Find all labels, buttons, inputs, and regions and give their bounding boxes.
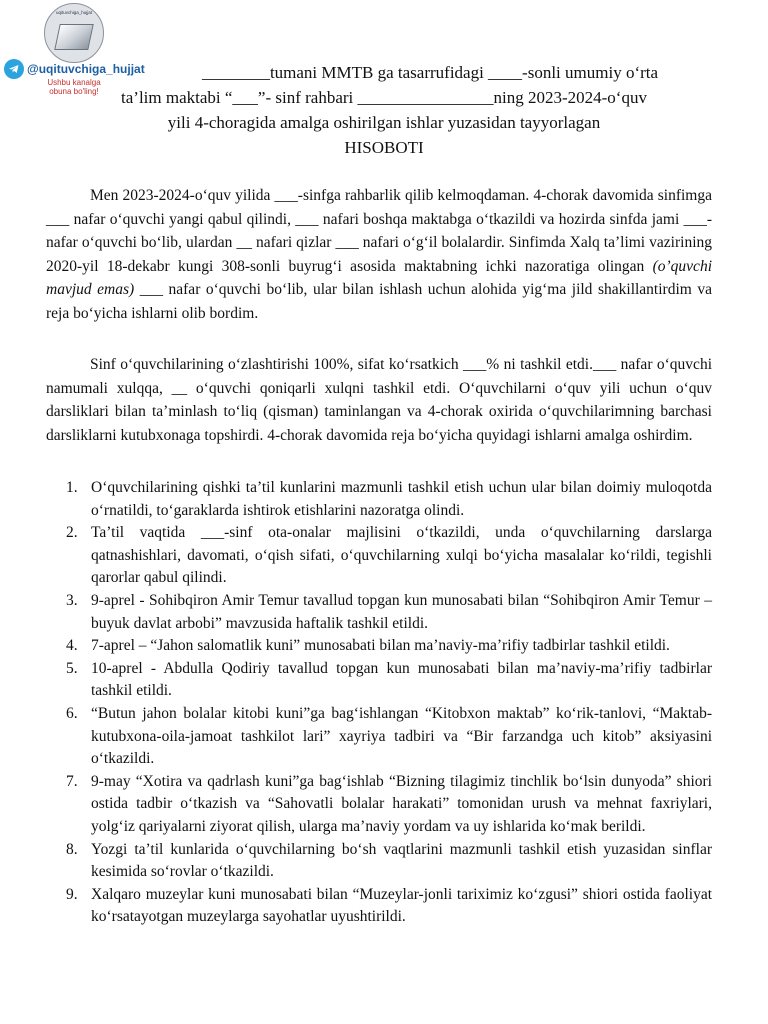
paragraph-intro [46, 184, 712, 325]
list-number: 1. [66, 479, 78, 496]
title-line-1: ________tumani MMTB ga tasarrufidagi ____-sonli umumiy o‘rta [201, 63, 659, 82]
paragraph-performance: Sinf o‘quvchilarining o‘zlashtirishi 100%, sifat ko‘rsatkich ___% ni tashkil etdi.___ nafar o‘quvchi namumali xulqqa, __ o‘quvchi qoniqarli xulqni tashkil etdi. O‘quvchilarni o‘quv yili uchun o‘quv darsliklari bilan ta’minlash to‘liq (qisman) taminlangan va 4-chorak oxirida o‘quvchilarimning barchasi darsliklarni kutubxonaga topshirdi. 4-chorak davomida reja bo‘yicha quyidagi ishlarni amalga oshirdim. [46, 356, 712, 444]
list-item [46, 477, 712, 522]
document-title [48, 60, 720, 160]
paragraph-intro-italic: (o’quvchi mavjud emas) [46, 257, 712, 298]
list-text: Yozgi ta’til kunlarida o‘quvchilarning bo‘sh vaqtlarini mazmunli tashkil etish yuzasidan sinflar kesimida so‘rovlar o‘tkazildi. [91, 840, 712, 881]
list-item [46, 590, 712, 635]
list-item [46, 658, 712, 703]
subscribe-text: Ushbu kanalga obuna bo'ling! [47, 78, 101, 96]
report-heading: HISOBOTI [344, 138, 424, 157]
telegram-icon [4, 59, 24, 79]
list-item [46, 839, 712, 884]
paragraph-intro-text: Men 2023-2024-o‘quv yilida ___-sinfga rahbarlik qilib kelmoqdaman. 4-chorak davomida sinfimga ___ nafar o‘quvchi yangi qabul qilindi, ___ nafari boshqa maktabga o‘tkazildi va hozirda sinfda jami ___-nafar o‘quvchi bo‘lib, ulardan __ nafari qizlar ___ nafari o‘g‘il bolalardir. Sinfimda Xalq ta’limi vazirining 2020-yil 18-dekabr kungi 308-sonli buyrug‘i asosida maktabning ichki nazoratiga olingan [46, 187, 712, 275]
list-number: 6. [66, 704, 78, 722]
list-text: Xalqaro muzeylar kuni munosabati bilan “Muzeylar-jonli tariximiz ko‘zgusi” shiori ostida faoliyat ko‘rsatayotgan muzeylarga sayohatlar uyushtirildi. [91, 885, 712, 926]
list-number: 7. [66, 772, 78, 790]
list-text: Ta’til vaqtida ___-sinf ota-onalar majlisini o‘tkazildi, unda o‘quvchilarning darslarga qatnashishlari, davomati, o‘qish sifati, o‘quvchilarning xulqi bo‘yicha masalalar ko‘rildi, tegishli qarorlar qabul qilindi. [91, 524, 712, 587]
list-number: 2. [66, 524, 78, 542]
list-text: 7-aprel – “Jahon salomatlik kuni” munosabati bilan ma’naviy-ma’rifiy tadbirlar tashkil etildi. [91, 637, 670, 655]
list-text: O‘quvchilarining qishki ta’til kunlarini mazmunli tashkil etish uchun ular bilan doimiy muloqotda o‘rnatildi, to‘garaklarda ishtirok etishlarini nazoratga olindi. [91, 479, 712, 519]
list-text: “Butun jahon bolalar kitobi kuni”ga bag‘ishlangan “Kitobxon maktab” ko‘rik-tanlovi, “Maktab-kutubxona-oila-jamoat tashkilot lari” xayriya tadbiri va “Bir farzandga uch kitob” aksiyasini o‘tkazildi. [91, 704, 712, 768]
list-number: 4. [66, 637, 78, 655]
list-text: 9-may “Xotira va qadrlash kuni”ga bag‘ishlab “Bizning tilagimiz tinchlik bo‘lsin dunyoda” shiori ostida tadbir o‘tkazish va “Sahovatli bolalar harakati” tomonidan urush va mehnat faxriylari, yolg‘iz qariyalarni ziyorat qilish, ularga ma’naviy yordam va uy ishlarida ko‘mak berildi. [91, 772, 712, 835]
list-number: 3. [66, 591, 78, 609]
list-number: 8. [66, 840, 78, 858]
activities-list [46, 477, 712, 929]
list-number: 5. [66, 659, 78, 677]
list-text: 9-aprel - Sohibqiron Amir Temur tavallud topgan kun munosabati bilan “Sohibqiron Amir Temur – buyuk davlat arbobi” mavzusida haftalik tashkil etildi. [91, 591, 712, 632]
title-line-2: ta’lim maktabi “___”- sinf rahbari ________________ning 2023-2024-o‘quv [121, 88, 647, 107]
list-item [46, 884, 712, 929]
list-number: 9. [66, 885, 78, 903]
list-item [46, 703, 712, 771]
list-text: 10-aprel - Abdulla Qodiriy tavallud topgan kun munosabati bilan ma’naviy-ma’rifiy tadbirlar tashkil etildi. [91, 659, 712, 700]
channel-handle[interactable]: @uqituvchiga_hujjat [27, 62, 145, 76]
list-item [46, 771, 712, 839]
logo-text: uqituvchiga_hujjat [55, 10, 93, 15]
list-item [46, 522, 712, 590]
title-line-3: yili 4-choragida amalga oshirilgan ishlar yuzasidan tayyorlagan [167, 113, 601, 132]
book-pages-icon [54, 24, 94, 50]
channel-logo [44, 3, 104, 63]
list-item [46, 635, 712, 658]
paragraph-intro-tail: ___ nafar o‘quvchi bo‘lib, ular bilan ishlash uchun alohida yig‘ma jild shakillantirdim va reja bo‘yicha ishlarni olib bordim. [46, 281, 712, 322]
